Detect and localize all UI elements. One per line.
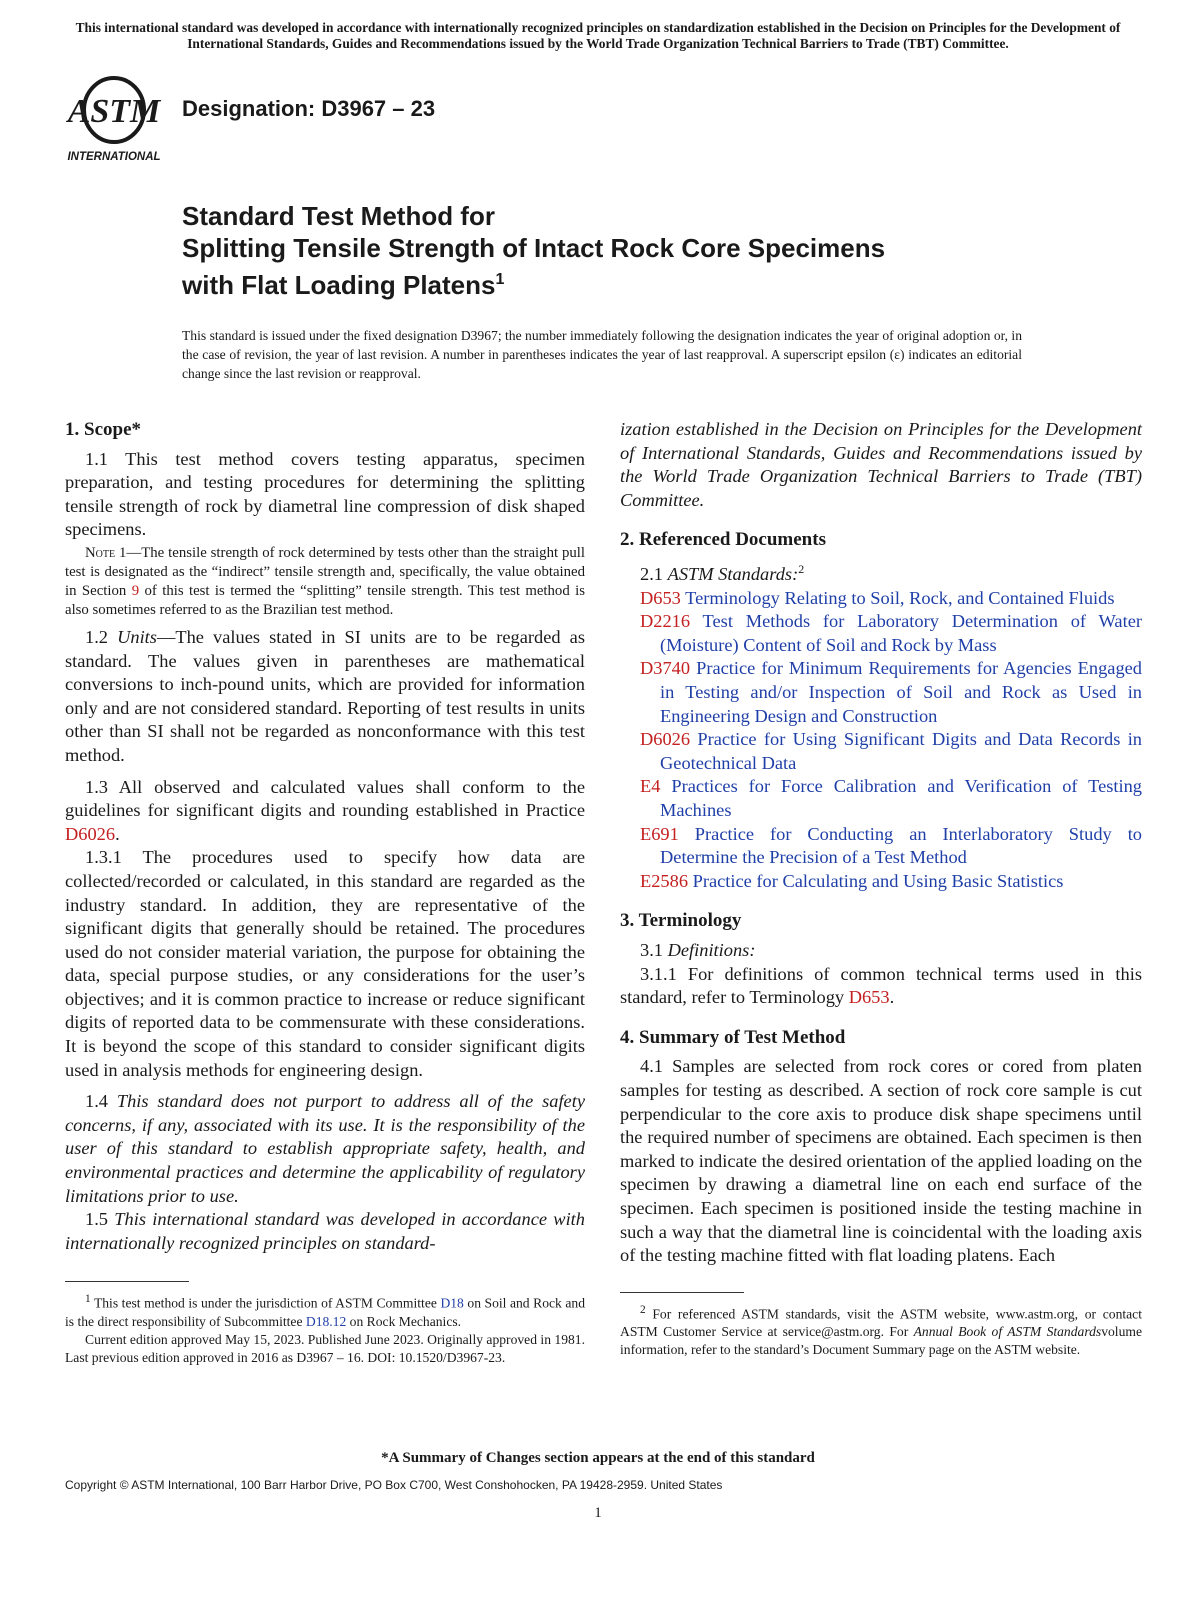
title-line-2: Splitting Tensile Strength of Intact Rock Core Specimens <box>182 233 886 263</box>
title-line-1: Standard Test Method for <box>182 201 495 231</box>
footnote-1: $^1$ This test method is under the jurisdiction of ASTM Committee D18 on Soil and Rock and is the direct responsibility of Subcommittee D18.12 on Rock Mechanics. <box>65 1293 585 1329</box>
para-3-1-1: 3.1.1 For definitions of common technical terms used in this standard, refer to Terminology D653. <box>620 963 1142 1008</box>
para-1-3: 1.3 All observed and calculated values shall conform to the guidelines for significant digits and rounding established in Practice D6026. <box>65 776 585 844</box>
issue-note: This standard is issued under the fixed designation D3967; the number immediately following the designation indicates the year of original adoption or, in the case of revision, the year of last revision. A number in parentheses indicates the year of last reapproval. A superscript epsilon (ε) indicates an editorial change since the last revision or reapproval. <box>182 328 1022 381</box>
para-1-5-continued: ization established in the Decision on Principles for the Development of International Standards, Guides and Recommendations issued by the World Trade Organization Technical Barriers to Trade (TBT) Committee. <box>620 419 1142 510</box>
para-1-2: 1.2 Units—The values stated in SI units are to be regarded as standard. The values given in parentheses are mathematical conversions to inch-pound units, which are provided for information only and are not considered standard. Reporting of test results in units other than SI shall not be regarded as nonconformance with this test method. <box>65 626 585 765</box>
summary-of-changes-note: *A Summary of Changes section appears at the end of this standard <box>381 1450 815 1466</box>
reference-item[interactable]: D3740 Practice for Minimum Requirements for Agencies Engaged in Testing and/or Inspection of Soil and Rock as Used in Engineering Design and Construction <box>640 658 1142 726</box>
terminology-heading: 3. Terminology <box>620 910 742 932</box>
d653-link[interactable]: D653 <box>848 987 890 1008</box>
left-column <box>65 418 585 1367</box>
designation: Designation: D3967 – 23 <box>182 96 436 121</box>
para-1-3-1: 1.3.1 The procedures used to specify how data are collected/recorded or calculated, in this standard are regarded as the industry standard. In addition, they are representative of the significant digits that generally should be retained. The procedures used do not consider material variation, the purpose for obtaining the data, special purpose studies, or any considerations for the user’s objectives; and it is common practice to increase or reduce significant digits of reported data to be commensurate with these considerations. It is beyond the scope of this standard to consider significant digits used in analysis methods for engineering design. <box>65 847 585 1080</box>
note-1-label: Note 1 <box>85 544 127 561</box>
reference-item[interactable]: E691 Practice for Conducting an Interlaboratory Study to Determine the Precision of a Test Method <box>640 823 1142 868</box>
para-1-4: 1.4 This standard does not purport to address all of the safety concerns, if any, associated with its use. It is the responsibility of the user of this standard to establish appropriate safety, health, and environmental practices and determine the applicability of regulatory limitations prior to use. <box>65 1091 585 1206</box>
para-1-1: 1.1 This test method covers testing apparatus, specimen preparation, and testing procedures for determining the splitting tensile strength of rock by diametral line compression of disk shaped specimens. <box>65 448 585 540</box>
title-footnote-mark: 1 <box>495 271 505 288</box>
scope-heading: 1. Scope* <box>65 419 141 440</box>
para-2-1: 2.1 ASTM Standards:$^2$ <box>640 561 805 585</box>
para-1-5: 1.5 This international standard was developed in accordance with internationally recognized principles on standard- <box>65 1209 585 1253</box>
page-number: 1 <box>594 1505 602 1521</box>
para-4-1: 4.1 Samples are selected from rock cores or cored from platen samples for testing as described. A section of rock core sample is cut perpendicular to the core axis to produce disk shape specimens until the required number of specimens are obtained. Each specimen is then marked to indicate the desired orientation of the applied loading on the specimen by drawing a diametral line on each end surface of the specimen. Each specimen is positioned inside the testing machine in such a way that the diametral line is coincidental with the loading axis of the testing machine fitted with flat loading platens. Each <box>620 1056 1142 1266</box>
footnote-rule <box>620 1292 744 1293</box>
footnote-rule <box>65 1281 189 1282</box>
reference-item[interactable]: D2216 Test Methods for Laboratory Determination of Water (Moisture) Content of Soil and Rock by Mass <box>640 611 1142 655</box>
logo-wordmark: ASTM <box>67 93 161 130</box>
d18-link[interactable]: D18 <box>440 1295 464 1311</box>
note-1: Note 1—The tensile strength of rock determined by tests other than the straight pull test is designated as the “indirect” tensile strength and, specifically, the value obtained in Section 9 of this test is termed the “splitting” tensile strength. This test method is also sometimes referred to as the Brazilian test method. <box>65 544 585 618</box>
intl-standard-banner: This international standard was developed in accordance with internationally recognized principles on standardization established in the Decision on Principles for the Development of International Standards, Guides and Recommendations issued by the World Trade Organization Technical Barriers to Trade (TBT) Committee. <box>75 20 1121 51</box>
reference-item[interactable]: E4 Practices for Force Calibration and Verification of Testing Machines <box>640 776 1142 821</box>
reference-list <box>620 587 1142 894</box>
right-column <box>620 418 1142 1359</box>
section-9-link[interactable]: 9 <box>131 582 140 599</box>
d6026-link[interactable]: D6026 <box>65 823 116 844</box>
refdocs-heading: 2. Referenced Documents <box>620 529 826 551</box>
document-title <box>182 200 1082 301</box>
astm-logo <box>62 70 170 164</box>
summary-heading: 4. Summary of Test Method <box>620 1026 846 1048</box>
para-3-1: 3.1 Definitions: <box>640 940 756 960</box>
reference-item[interactable]: E2586 Practice for Calculating and Using Basic Statistics <box>640 870 1064 891</box>
reference-item[interactable]: D653 Terminology Relating to Soil, Rock, and Contained Fluids <box>640 587 1115 608</box>
d18-12-link[interactable]: D18.12 <box>305 1313 347 1329</box>
title-line-3: with Flat Loading Platens <box>182 270 496 300</box>
footnote-2: $^2$ For referenced ASTM standards, visit the ASTM website, www.astm.org, or contact ASTM Customer Service at service@astm.org. For Annual Book of ASTM Standardsvolume information, refer to the standard’s Document Summary page on the ASTM website. <box>620 1303 1142 1358</box>
reference-item[interactable]: D6026 Practice for Using Significant Digits and Data Records in Geotechnical Data <box>640 729 1142 773</box>
footnote-1-edition: Current edition approved May 15, 2023. Published June 2023. Originally approved in 1981. Last previous edition approved in 2016 as D3967 – 16. DOI: 10.1520/D3967-23. <box>65 1331 585 1365</box>
logo-subtext: INTERNATIONAL <box>67 151 161 163</box>
copyright-line: Copyright © ASTM International, 100 Barr Harbor Drive, PO Box C700, West Conshohocken, PA 19428-2959. United States <box>65 1478 723 1492</box>
